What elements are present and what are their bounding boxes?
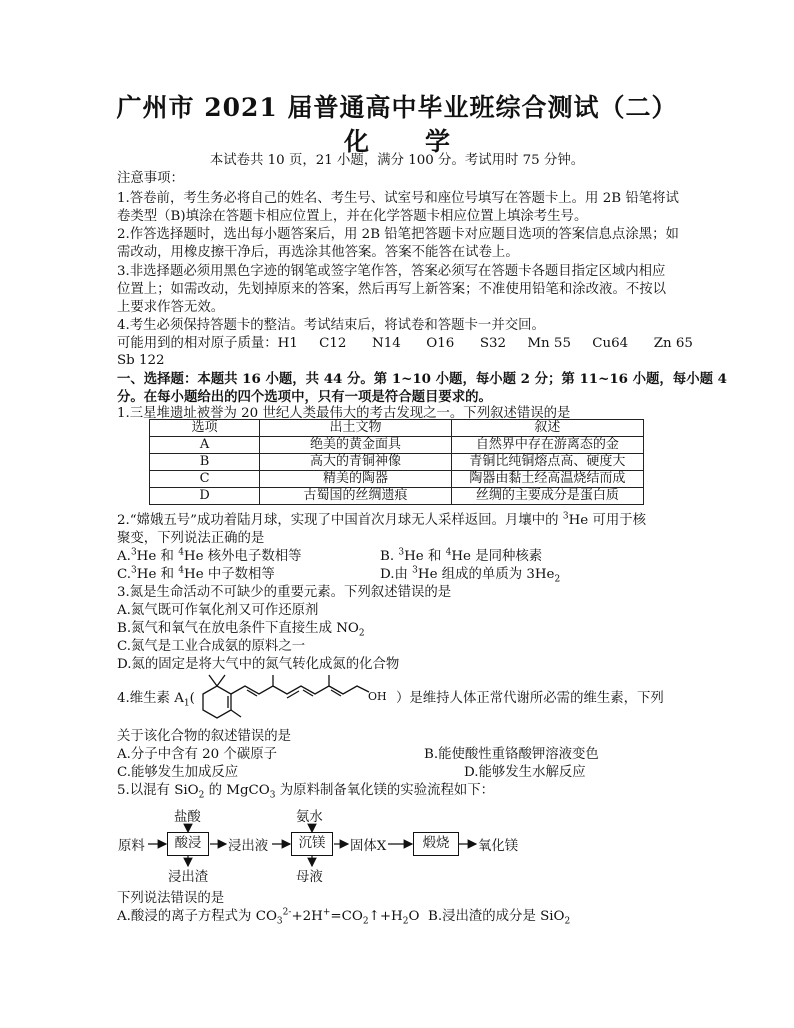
q3-option-a: A.氮气既可作氧化剂又可作还原剂: [117, 603, 319, 618]
q5-option-a: A.酸浸的离子方程式为 $CO_3^{2-}+2H^+=CO_2↑+H_2O$: [117, 907, 420, 927]
table-row: [150, 437, 644, 454]
q4-option-d: D.能够发生水解反应: [464, 765, 586, 780]
table-row: [150, 488, 644, 505]
section-heading-cont: 分。在每小题给出的四个选项中，只有一项是符合题目要求的。: [117, 389, 492, 405]
table-cell: 古蜀国的丝绸遗痕: [260, 488, 452, 505]
note-line: 卷类型（B)填涂在答题卡相应位置上，并在化学答题卡相应位置上填涂考生号。: [117, 209, 588, 224]
flow-leachate: 浸出液: [228, 839, 269, 854]
atomic-masses: 可能用到的相对原子质量：H1 C12 N14 O16 S32 Mn 55 Cu64 Zn 65: [117, 336, 693, 351]
flow-raw-material: 原料: [118, 839, 145, 854]
q2-option-a: A.$^3$He 和 $^4$He 核外电子数相等: [117, 547, 302, 564]
table-cell: B: [150, 454, 260, 471]
table-cell: 高大的青铜神像: [260, 454, 452, 471]
note-line: 位置上；如需改动，先划掉原来的答案，然后再写上新答案；不准使用铅笔和涂改液。不按以: [117, 282, 667, 297]
q5-ask: 下列说法错误的是: [117, 891, 225, 906]
q4-option-b: B.能使酸性重铬酸钾溶液变色: [424, 747, 599, 762]
q4-stem-cont: 关于该化合物的叙述错误的是: [117, 729, 292, 744]
table-header: 叙述: [451, 420, 643, 437]
atomic-masses-cont: Sb 122: [117, 353, 165, 368]
q2-option-b: B. $^3$He 和 $^4$He 是同种核素: [380, 547, 543, 564]
q2-option-d: D.由 $^3$He 组成的单质为 $3He_2$: [380, 565, 561, 585]
subject-char: 化: [343, 127, 369, 156]
flow-step-acid-leach: 酸浸: [167, 832, 209, 856]
flow-step-calcine: 煅烧: [413, 832, 459, 856]
table-header-row: [150, 420, 644, 437]
section-heading: 一、选择题：本题共 16 小题，共 44 分。第 1~10 小题，每小题 2 分；第 11~16 小题，每小题 4: [117, 371, 727, 387]
table-cell: 丝绸的主要成分是蛋白质: [451, 488, 643, 505]
q2-stem-cont: 聚变，下列说法正确的是: [117, 531, 265, 546]
q3-option-c: C.氮气是工业合成氨的原料之一: [117, 639, 306, 654]
q2-stem: 2.“嫦娥五号”成功着陆月球，实现了中国首次月球无人采样返回。月壤中的 $^3$He 可用于核: [117, 511, 646, 528]
table-header: 出土文物: [260, 420, 452, 437]
note-line: 1.答卷前，考生务必将自己的姓名、考生号、试室号和座位号填写在答题卡上。用 2B 铅笔将试: [117, 191, 679, 206]
note-line: 2.作答选择题时，选出每小题答案后，用 2B 铅笔把答题卡对应题目选项的答案信息点涂黑；如: [117, 227, 679, 242]
table-cell: 精美的陶器: [260, 471, 452, 488]
q4-option-c: C.能够发生加成反应: [117, 765, 239, 780]
note-line: 4.考生必须保持答题卡的整洁。考试结束后，将试卷和答题卡一并交回。: [117, 318, 545, 333]
q2-option-c: C.$^3$He 和 $^4$He 中子数相等: [117, 565, 275, 582]
table-header: 选项: [150, 420, 260, 437]
flow-product: 氧化镁: [478, 839, 519, 854]
q5-option-b: B.浸出渣的成分是 SiO$_2$: [428, 909, 571, 927]
exam-title: 广州市 2021 届普通高中毕业班综合测试（二）: [116, 93, 678, 122]
q4-option-a: A.分子中含有 20 个碳原子: [117, 747, 277, 762]
q3-stem: 3.氮是生命活动不可缺少的重要元素。下列叙述错误的是: [117, 585, 452, 600]
table-row: [150, 454, 644, 471]
exam-info: 本试卷共 10 页，21 小题，满分 100 分。考试用时 75 分钟。: [209, 153, 585, 168]
table-cell: C: [150, 471, 260, 488]
flow-waste-residue: 浸出渣: [168, 870, 209, 885]
flow-solid-x: 固体X: [350, 839, 387, 854]
table-cell: 自然界中存在游离态的金: [451, 437, 643, 454]
q3-option-d: D.氮的固定是将大气中的氮气转化成氮的化合物: [117, 657, 400, 672]
note-line: 需改动，用橡皮擦干净后，再选涂其他答案。答案不能答在试卷上。: [117, 245, 519, 260]
flow-step-precipitate: 沉镁: [291, 832, 333, 856]
q1-table: [149, 419, 644, 505]
q1-stem: 1.三星堆遗址被誉为 20 世纪人类最伟大的考古发现之一。下列叙述错误的是: [117, 406, 571, 421]
q5-stem: 5.以混有 SiO$_2$ 的 MgCO$_3$ 为原料制备氧化镁的实验流程如下：: [117, 783, 495, 801]
note-line: 上要求作答无效。: [117, 300, 225, 315]
table-row: [150, 471, 644, 488]
retinol-structure: [189, 672, 394, 720]
flow-mother-liquor: 母液: [296, 870, 323, 885]
oh-label: OH: [368, 690, 387, 703]
q4-stem-end: ）是维持人体正常代谢所必需的维生素，下列: [396, 691, 664, 706]
note-line: 3.非选择题必须用黑色字迹的钢笔或签字笔作答，答案必须写在答题卡各题目指定区域内相应: [117, 264, 666, 279]
q3-option-b: B.氮气和氧气在放电条件下直接生成 $NO_2$: [117, 621, 365, 639]
table-cell: 绝美的黄金面具: [260, 437, 452, 454]
subject-char: 学: [425, 127, 451, 156]
table-cell: 青铜比纯铜熔点高、硬度大: [451, 454, 643, 471]
flow-reagent-hcl: 盐酸: [174, 810, 201, 825]
table-cell: D: [150, 488, 260, 505]
table-cell: A: [150, 437, 260, 454]
notes-heading: 注意事项：: [117, 171, 184, 186]
q4-stem: 4.维生素 $A_1$(: [117, 691, 195, 709]
flow-reagent-ammonia: 氨水: [296, 810, 323, 825]
table-cell: 陶器由黏土经高温烧结而成: [451, 471, 643, 488]
